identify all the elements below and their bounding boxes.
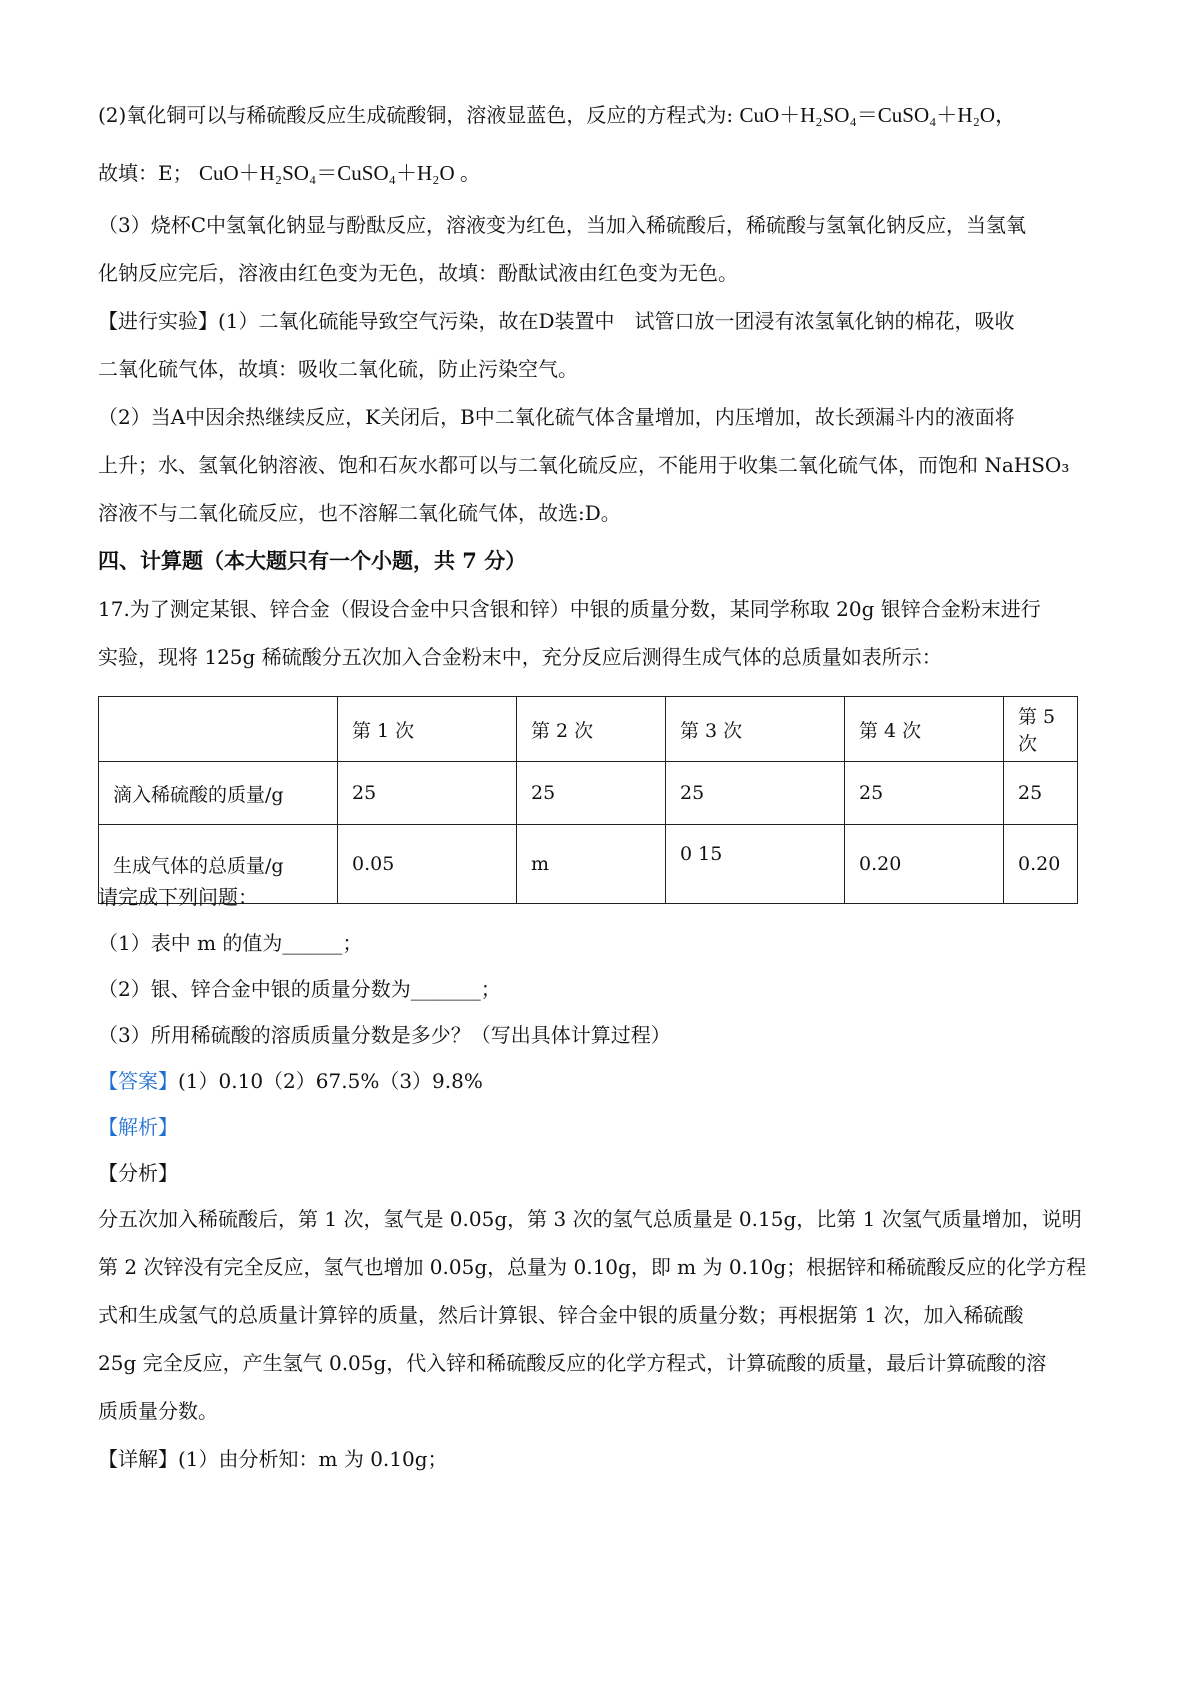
formula-cuo-h2so4: CuO＋H₂SO₄＝CuSO₄＋H₂O， (739, 103, 1017, 127)
table-cell: 第 5 次 (1004, 697, 1078, 762)
analysis-line-2: 第 2 次锌没有完全反应，氢气也增加 0.05g，总量为 0.10g，即 m 为 0.10g；根据锌和稀硫酸反应的化学方程 (98, 1255, 1087, 1279)
data-table (98, 696, 1078, 904)
table-cell: 25 (845, 762, 1004, 825)
table-row (99, 762, 1078, 825)
table-cell: 25 (517, 762, 666, 825)
paragraph-2a (98, 100, 1108, 130)
sub-question-1: （1）表中 m 的值为______； (98, 931, 363, 955)
paragraph-2b (98, 158, 1108, 188)
prompt-line: 请完成下列问题： (98, 885, 258, 909)
table-cell: 0.20 (845, 825, 1004, 904)
answer-tag: 【答案】 (98, 1069, 178, 1093)
paragraph-3b: 化钠反应完后，溶液由红色变为无色，故填：酚酞试液由红色变为无色。 (98, 261, 738, 285)
analysis-line-4: 25g 完全反应，产生氢气 0.05g，代入锌和稀硫酸反应的化学方程式，计算硫酸的质量，最后计算硫酸的溶 (98, 1351, 1047, 1375)
analysis-tag: 【解析】 (98, 1115, 178, 1139)
table-cell (99, 697, 338, 762)
fenxi-tag: 【分析】 (98, 1161, 178, 1185)
table-cell-value: 0 15 (680, 843, 723, 865)
answer-text: (1）0.10（2）67.5%（3）9.8% (178, 1069, 483, 1093)
table-cell: 0.05 (338, 825, 517, 904)
experiment-2b: 上升；水、氢氧化钠溶液、饱和石灰水都可以与二氧化硫反应，不能用于收集二氧化硫气体，而饱和 NaHSO₃ (98, 453, 1070, 477)
table-cell: 第 4 次 (845, 697, 1004, 762)
table-cell: 第 2 次 (517, 697, 666, 762)
table-cell: 第 3 次 (666, 697, 845, 762)
table-cell: 25 (1004, 762, 1078, 825)
experiment-1b: 二氧化硫气体，故填：吸收二氧化硫，防止污染空气。 (98, 357, 578, 381)
sub-question-3: （3）所用稀硫酸的溶质质量分数是多少？（写出具体计算过程） (98, 1023, 671, 1047)
question-17a: 17.为了测定某银、锌合金（假设合金中只含银和锌）中银的质量分数，某同学称取 20g 银锌合金粉末进行 (98, 597, 1041, 621)
analysis-line-5: 质质量分数。 (98, 1399, 218, 1423)
table-cell: 25 (666, 762, 845, 825)
table-cell: 0.20 (1004, 825, 1078, 904)
table-header-row (99, 697, 1078, 762)
table-cell: 25 (338, 762, 517, 825)
table-cell: 滴入稀硫酸的质量/g (99, 762, 338, 825)
detail-line: 【详解】(1）由分析知：m 为 0.10g； (98, 1447, 448, 1471)
paragraph-3a: （3）烧杯C中氢氧化钠显与酚酞反应，溶液变为红色，当加入稀硫酸后，稀硫酸与氢氧化钠反应，当氢氧 (98, 213, 1027, 237)
experiment-2a: （2）当A中因余热继续反应，K关闭后，B中二氧化硫气体含量增加，内压增加，故长颈漏斗内的液面将 (98, 405, 1015, 429)
formula-cuo-h2so4-2: CuO＋H₂SO₄＝CuSO₄＋H₂O 。 (198, 161, 481, 185)
table-cell: 生成气体的总质量/g (99, 825, 338, 904)
answer-line (98, 1066, 1108, 1096)
sub-question-2: （2）银、锌合金中银的质量分数为_______； (98, 977, 501, 1001)
experiment-2c: 溶液不与二氧化硫反应，也不溶解二氧化硫气体，故选:D。 (98, 501, 621, 525)
experiment-1a: 【进行实验】(1）二氧化硫能导致空气污染，故在D装置中 试管口放一团浸有浓氢氧化钠的棉花，吸收 (98, 309, 1015, 333)
paragraph-2b-text: 故填：E； (98, 161, 193, 185)
analysis-line-1: 分五次加入稀硫酸后，第 1 次，氢气是 0.05g，第 3 次的氢气总质量是 0.15g，比第 1 次氢气质量增加，说明 (98, 1207, 1082, 1231)
table-cell: 第 1 次 (338, 697, 517, 762)
analysis-line-3: 式和生成氢气的总质量计算锌的质量，然后计算银、锌合金中银的质量分数；再根据第 1 次，加入稀硫酸 (98, 1303, 1024, 1327)
question-17b: 实验，现将 125g 稀硫酸分五次加入合金粉末中，充分反应后测得生成气体的总质量如表所示： (98, 645, 942, 669)
table-cell: m (517, 825, 666, 904)
section-heading: 四、计算题（本大题只有一个小题，共 7 分） (98, 548, 527, 573)
paragraph-2a-text: (2)氧化铜可以与稀硫酸反应生成硫酸铜，溶液显蓝色，反应的方程式为: (98, 103, 734, 127)
